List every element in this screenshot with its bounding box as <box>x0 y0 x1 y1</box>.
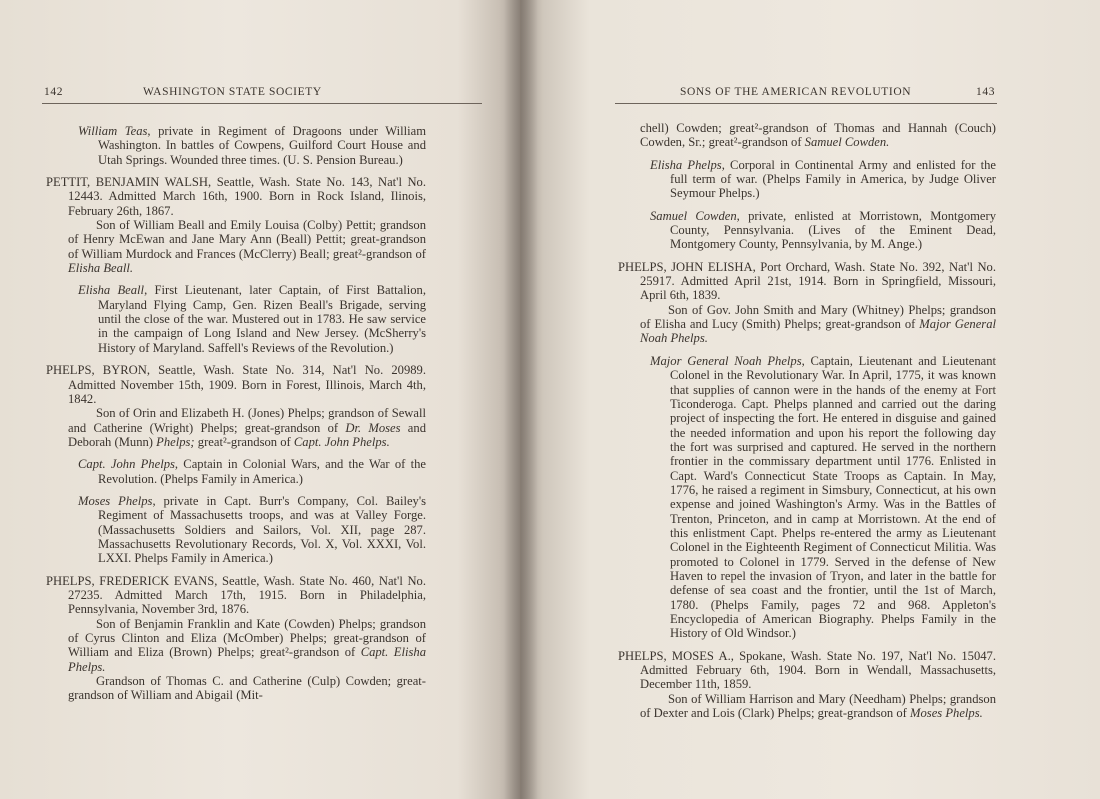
member-details: , Seattle, Wash. State No. 314, Nat'l No. 20989. Admitted November 15th, 1909. Born in Forest, Illinois, March 4th, 1842. <box>68 363 427 406</box>
member-entry <box>618 260 996 346</box>
member-name: PHELPS, FREDERICK EVANS <box>46 573 215 588</box>
right-page <box>520 0 1100 799</box>
ancestor-name-ref: Phelps; <box>156 434 195 449</box>
left-page <box>0 0 520 799</box>
ancestor-name: Capt. John Phelps <box>78 457 175 472</box>
ancestor-text: , private in Capt. Burr's Company, Col. Bailey's Regiment of Massachusetts troops, and was at Valley Forge. (Massachusetts Soldiers and Sailors, Vol. XII, page 287. Massachusetts Revolutionary Records, Vol. X, Vol. XXXI, Vol. LXXI. Phelps Family in America.) <box>98 493 427 566</box>
lineage-paragraph <box>640 692 996 721</box>
ancestor-note <box>46 457 426 486</box>
ancestor-text: , First Lieutenant, later Captain, of First Battalion, Maryland Flying Camp, Gen. Rizen Beall's Brigade, serving until the close of the war. Mustered out in 1783. He saw service in the campaign of Long Island and New Jersey. (McSherry's History of Maryland. Saffell's Reviews of the Revolution.) <box>98 283 426 355</box>
continued-text <box>618 121 996 150</box>
ancestor-name-ref: Moses Phelps. <box>910 706 983 721</box>
ancestor-name-ref: Dr. Moses <box>345 420 401 435</box>
ancestor-text: , Corporal in Continental Army and enlisted for the full term of war. (Phelps Family in America, by Judge Oliver Seymour Phelps.) <box>670 157 996 201</box>
lineage-paragraph <box>68 218 426 275</box>
member-entry <box>46 574 426 703</box>
ancestor-note <box>618 209 996 252</box>
lineage-text: great²-grandson of <box>194 434 294 449</box>
left-column <box>46 124 426 711</box>
member-name: PETTIT, BENJAMIN WALSH <box>46 175 209 190</box>
member-name: PHELPS, MOSES A. <box>618 648 731 663</box>
ancestor-name: Samuel Cowden <box>650 208 737 223</box>
member-entry <box>46 363 426 449</box>
lineage-paragraph <box>68 406 426 449</box>
ancestor-note <box>46 124 426 167</box>
ancestor-name: Moses Phelps <box>78 493 153 508</box>
ancestor-note <box>618 354 996 641</box>
ancestor-text: , Captain in Colonial Wars, and the War of the Revolution. (Phelps Family in America.) <box>98 457 426 486</box>
ancestor-name-ref: Elisha Beall. <box>68 261 134 276</box>
ancestor-name-ref: Samuel Cowden. <box>804 135 890 150</box>
member-details: , Spokane, Wash. State No. 197, Nat'l No. 15047. Admitted February 6th, 1904. Born in Wendall, Massachusetts, December 11th, 1859. <box>640 648 996 692</box>
ancestor-text: , Captain, Lieutenant and Lieutenant Colonel in the Revolutionary War. In April, 1775, it was known that supplies of cannon were in the hands of the enemy at Fort Ticonderoga. Capt. Phelps planned and carried out the daring project of inspecting the fort. He entered in disguise and gained the needed information and upon his report the following day the fort was surprised and captured. He served in the northern frontier in the commissary department until 1776. Enlisted in Capt. Ward's Connecticut State Troops as Captain. In May, 1776, he raised a regiment in Simsbury, Connecticut, at his own expense and joined Washington's Army. Was in the Battles of Trenton, Princeton, and in camp at Morristown. At the end of this enlistment Capt. Phelps re-entered the army as Lieutenant Colonel in the Eighteenth Regiment of Connecticut Militia. Was promoted to Colonel in 1779. Served in the defense of New Haven to repel the invasion of Tryon, and later in the battle for defense of sea coast and the frontier, until the 1st of March, 1780. (Phelps Family, pages 72 and 968. Appleton's Encyclopedia of American Biography. Phelps Family in the History of Old Windsor.) <box>670 353 996 641</box>
lineage-paragraph <box>68 617 426 674</box>
ancestor-name: William Teas <box>78 124 148 138</box>
member-name: PHELPS, BYRON <box>46 363 147 378</box>
lineage-text: Son of Benjamin Franklin and Kate (Cowden) Phelps; grandson of Cyrus Clinton and Eliza (McOmber) Phelps; great-grandson of William and Eliza (Brown) Phelps; great²-grandson of <box>68 616 426 660</box>
lineage-text: Grandson of Thomas C. and Catherine (Culp) Cowden; great-grandson of William and Abigail (Mit- <box>68 674 426 703</box>
continued-text-body: chell) Cowden; great²-grandson of Thomas and Hannah (Couch) Cowden, Sr.; great²-grandson of <box>640 121 996 150</box>
lineage-paragraph <box>640 303 996 346</box>
member-entry <box>618 649 996 721</box>
lineage-text: Son of William Harrison and Mary (Needham) Phelps; grandson of Dexter and Lois (Clark) Phelps; great-grandson of <box>640 691 996 721</box>
ancestor-note <box>618 158 996 201</box>
ancestor-note <box>46 494 426 566</box>
ancestor-text: , private, enlisted at Morristown, Montgomery County, Pennsylvania. (Lives of the Eminent Dead, Montgomery County, Pennsylvania, by M. Ange.) <box>670 208 996 252</box>
ancestor-name: Elisha Phelps <box>650 157 722 172</box>
lineage-text: Son of Orin and Elizabeth H. (Jones) Phelps; grandson of Sewall and Catherine (Wright) Phelps; great-grandson of <box>68 406 426 435</box>
ancestor-note <box>46 283 426 355</box>
member-details: , Seattle, Wash. State No. 460, Nat'l No. 27235. Admitted March 17th, 1915. Born in Philadelphia, Pennsylvania, November 3rd, 1876. <box>68 573 426 617</box>
header-rule-right <box>615 103 997 104</box>
lineage-paragraph <box>68 674 426 703</box>
lineage-text: and Deborah (Munn) <box>68 420 426 449</box>
header-rule-left <box>42 103 482 104</box>
member-details: , Port Orchard, Wash. State No. 392, Nat'l No. 25917. Admitted April 21st, 1914. Born in Springfield, Missouri, April 6th, 1839. <box>640 259 996 303</box>
lineage-text: Son of William Beall and Emily Louisa (Colby) Pettit; grandson of Henry McEwan and Jane Mary Ann (Beall) Pettit; great-grandson of William Murdock and Frances (McClerry) Beall; great²-grandson of <box>68 218 426 261</box>
lineage-text: Son of Gov. John Smith and Mary (Whitney) Phelps; grandson of Elisha and Lucy (Smith) Phelps; great-grandson of <box>640 302 996 332</box>
member-entry <box>46 175 426 275</box>
page-number-left: 142 <box>44 86 64 98</box>
member-details: , Seattle, Wash. State No. 143, Nat'l No. 12443. Admitted March 16th, 1900. Born in Rock Island, Ilinois, February 26th, 1867. <box>68 175 426 218</box>
ancestor-name: Major General Noah Phelps <box>650 353 802 368</box>
running-head-right: SONS OF THE AMERICAN REVOLUTION <box>680 86 912 98</box>
book-gutter <box>504 0 538 799</box>
running-head-left: WASHINGTON STATE SOCIETY <box>143 86 322 98</box>
ancestor-name-ref: Capt. John Phelps. <box>293 434 390 449</box>
member-name: PHELPS, JOHN ELISHA <box>618 259 753 274</box>
ancestor-name-ref: Capt. Elisha Phelps. <box>68 645 426 674</box>
ancestor-text: , private in Regiment of Dragoons under William Washington. In battles of Cowpens, Guilford Court House and Utah Springs. Wounded three times. (U. S. Pension Bureau.) <box>98 124 426 167</box>
ancestor-name: Elisha Beall <box>78 283 145 298</box>
page-number-right: 143 <box>976 86 996 98</box>
right-column <box>618 121 996 728</box>
ancestor-name-ref: Major General Noah Phelps. <box>640 317 996 346</box>
